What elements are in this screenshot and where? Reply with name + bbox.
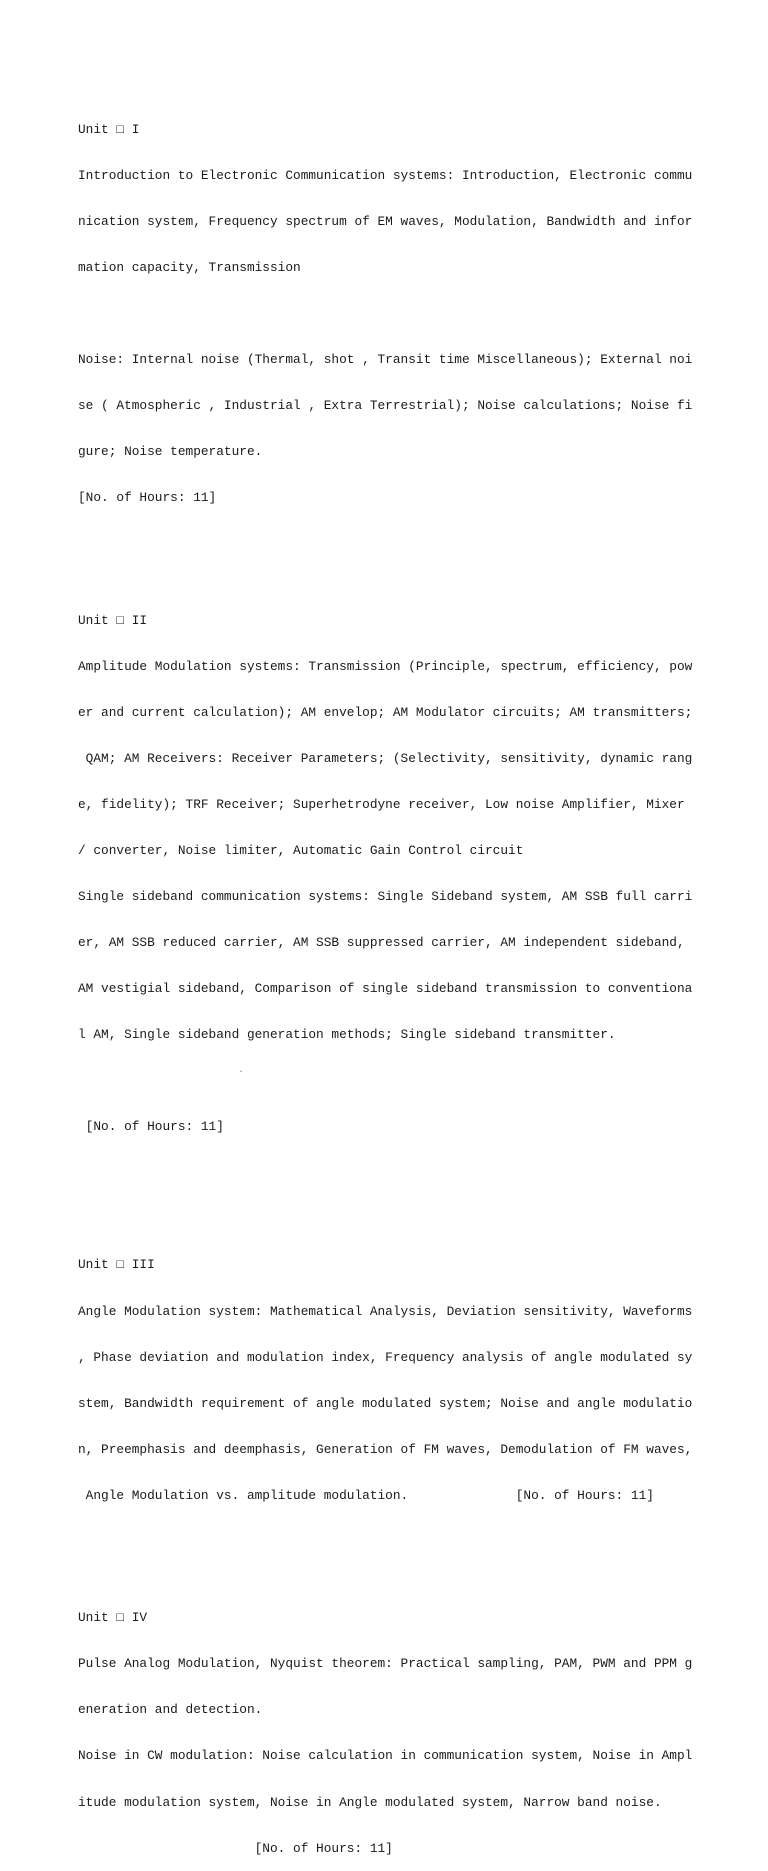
unit-1-line: mation capacity, Transmission (78, 260, 301, 276)
unit-3-line: Angle Modulation system: Mathematical Analysis, Deviation sensitivity, Waveforms (78, 1303, 693, 1319)
unit-1-noise-line: se ( Atmospheric , Industrial , Extra Terrestrial); Noise calculations; Noise fi (78, 398, 693, 414)
unit-4-line: Noise in CW modulation: Noise calculation in communication system, Noise in Ampl (78, 1748, 693, 1764)
syllabus-document (78, 76, 718, 1871)
unit-1-noise-line: Noise: Internal noise (Thermal, shot , Transit time Miscellaneous); External noi (78, 352, 693, 368)
spacer (78, 536, 718, 551)
unit-3-line: stem, Bandwidth requirement of angle modulated system; Noise and angle modulatio (78, 1395, 693, 1411)
unit-2-line: er, AM SSB reduced carrier, AM SSB suppressed carrier, AM independent sideband, (78, 935, 685, 951)
unit-3-heading: Unit □ III (78, 1257, 155, 1273)
stray-mark: ` (238, 1071, 245, 1083)
unit-2-line: l AM, Single sideband generation methods; Single sideband transmitter. (78, 1027, 616, 1043)
unit-4-hours: [No. of Hours: 11] (78, 1840, 393, 1856)
unit-4-line: Pulse Analog Modulation, Nyquist theorem: Practical sampling, PAM, PWM and PPM g (78, 1656, 693, 1672)
unit-4-line: itude modulation system, Noise in Angle modulated system, Narrow band noise. (78, 1794, 662, 1810)
unit-1-hours: [No. of Hours: 11] (78, 490, 217, 506)
unit-1-line: nication system, Frequency spectrum of EM waves, Modulation, Bandwidth and infor (78, 214, 693, 230)
unit-3-line: , Phase deviation and modulation index, Frequency analysis of angle modulated sy (78, 1349, 693, 1365)
unit-1-heading: Unit □ I (78, 122, 140, 138)
unit-4-heading: Unit □ IV (78, 1610, 148, 1626)
unit-2-line: Amplitude Modulation systems: Transmission (Principle, spectrum, efficiency, pow (78, 659, 693, 675)
unit-2-line: er and current calculation); AM envelop; AM Modulator circuits; AM transmitters; (78, 705, 693, 721)
unit-1-line: Introduction to Electronic Communication systems: Introduction, Electronic commu (78, 168, 693, 184)
unit-4-line: eneration and detection. (78, 1702, 263, 1718)
unit-2-hours: [No. of Hours: 11] (78, 1119, 224, 1135)
unit-3-line: Angle Modulation vs. amplitude modulation. [No. of Hours: 11] (78, 1487, 654, 1503)
spacer (78, 1534, 718, 1549)
unit-2-line: / converter, Noise limiter, Automatic Gain Control circuit (78, 843, 524, 859)
unit-2-line: QAM; AM Receivers: Receiver Parameters; (Selectivity, sensitivity, dynamic rang (78, 751, 693, 767)
unit-2-line: Single sideband communication systems: Single Sideband system, AM SSB full carri (78, 889, 693, 905)
spacer (78, 306, 718, 321)
unit-2-line: e, fidelity); TRF Receiver; Superhetrodyne receiver, Low noise Amplifier, Mixer (78, 797, 685, 813)
spacer (78, 1073, 718, 1088)
spacer (78, 1165, 718, 1196)
unit-3-line: n, Preemphasis and deemphasis, Generation of FM waves, Demodulation of FM waves, (78, 1441, 693, 1457)
unit-2-line: AM vestigial sideband, Comparison of single sideband transmission to conventiona (78, 981, 693, 997)
unit-1-noise-line: gure; Noise temperature. (78, 444, 263, 460)
unit-2-heading: Unit □ II (78, 613, 148, 629)
